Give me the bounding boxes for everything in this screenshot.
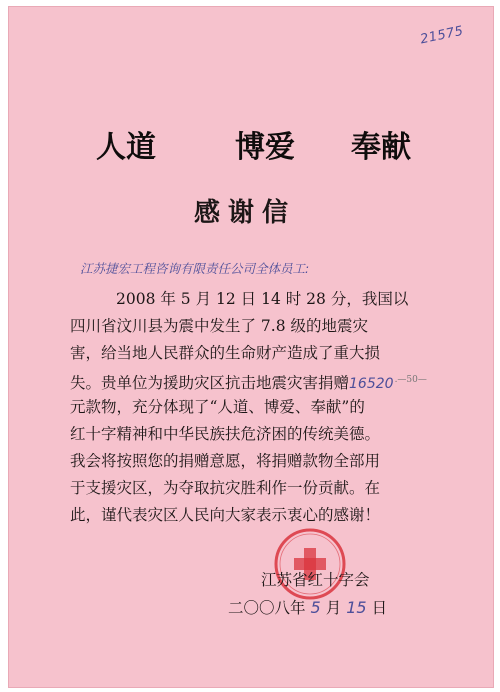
amount-line-text: 失。贵单位为援助灾区抗击地震灾害捐赠 xyxy=(70,374,350,392)
letter-body-main xyxy=(70,394,450,529)
date-year: 二〇〇八年 xyxy=(228,599,306,617)
body-line: 于支援灾区，为夺取抗灾胜利作一份贡献。在 xyxy=(70,479,381,497)
headline-word-fraternity: 博爱 xyxy=(235,130,295,165)
body-line: 害，给当地人民群众的生命财产造成了重大损 xyxy=(70,344,381,362)
body-line: 此，谨代表灾区人民向大家表示衷心的感谢！ xyxy=(70,506,381,524)
body-line: 元款物，充分体现了“人道、博爱、奉献”的 xyxy=(70,398,365,416)
body-line: 四川省汶川县为震中发生了 7.8 级的地震灾 xyxy=(70,317,369,335)
signature-organization: 江苏省红十字会 xyxy=(261,571,370,589)
signature-date xyxy=(228,596,387,618)
headline-word-humanity: 人道 xyxy=(96,130,156,165)
headline-word-dedication: 奉献 xyxy=(351,130,411,165)
date-month-label: 月 xyxy=(325,599,342,617)
headline xyxy=(0,122,500,165)
donation-amount: 16520 xyxy=(349,376,394,392)
letter-body-top xyxy=(70,286,450,367)
amount-note: .—50— xyxy=(394,375,427,385)
letter-title: 感谢信 xyxy=(194,198,297,228)
red-cross-seal xyxy=(272,526,348,602)
date-day-label: 日 xyxy=(371,599,388,617)
body-line: 我会将按照您的捐赠意愿，将捐赠款物全部用 xyxy=(70,452,381,470)
corner-note: 21575 xyxy=(418,23,465,48)
body-line: 2008 年 5 月 12 日 14 时 28 分，我国以 xyxy=(116,290,409,308)
date-day: 15 xyxy=(346,598,367,617)
body-line: 红十字精神和中华民族扶危济困的传统美德。 xyxy=(70,425,381,443)
recipient-line: 江苏捷宏工程咨询有限责任公司全体员工: xyxy=(80,261,310,276)
date-month: 5 xyxy=(310,598,321,617)
